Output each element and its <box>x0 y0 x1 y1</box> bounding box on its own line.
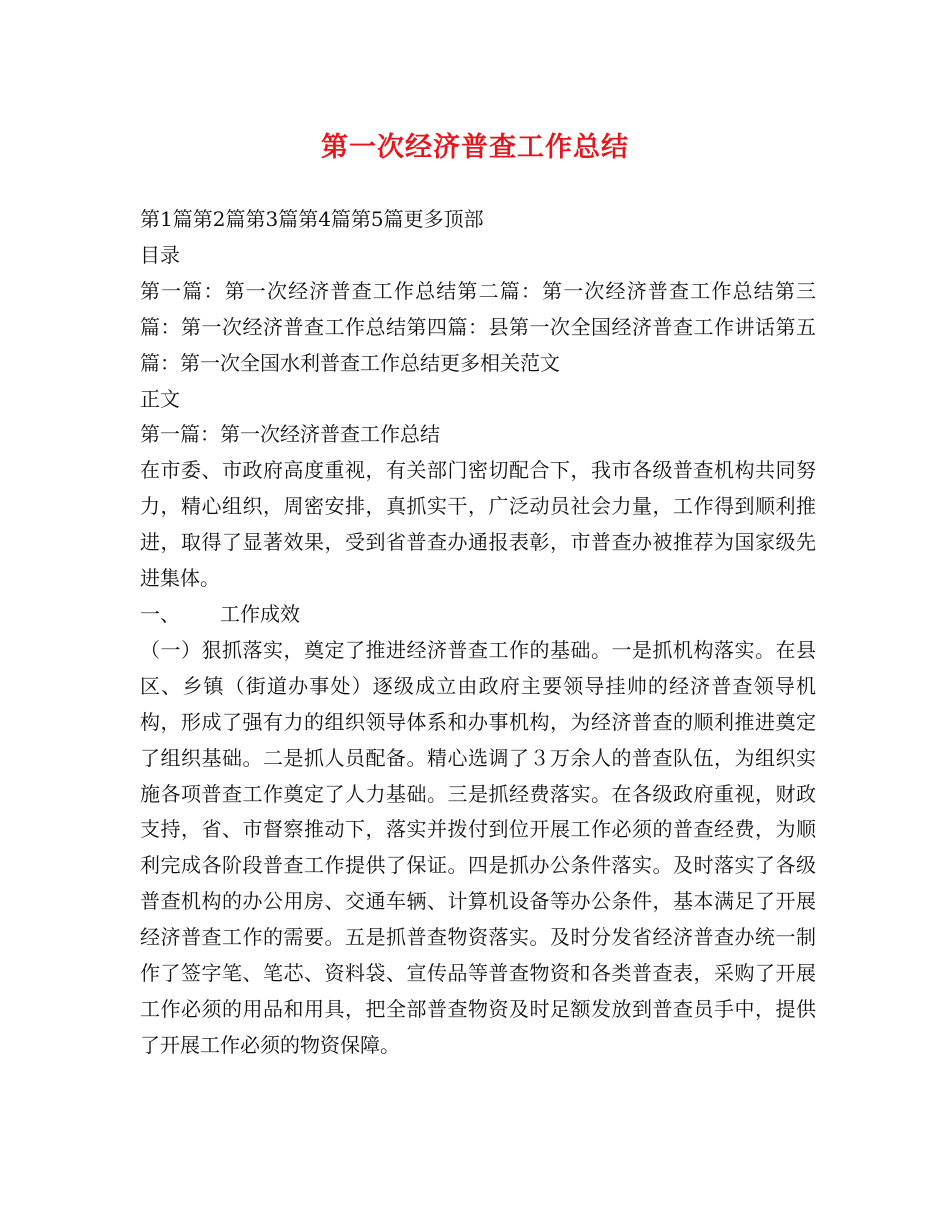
section-number: 一、 <box>140 601 180 626</box>
section-nav <box>140 202 816 238</box>
document-body <box>140 202 816 1064</box>
nav-link-part-3[interactable]: 第3篇 <box>245 207 299 231</box>
nav-link-part-5[interactable]: 第5篇 <box>350 207 404 231</box>
section-title: 工作成效 <box>220 601 300 626</box>
section-heading <box>140 597 816 633</box>
article-heading: 第一篇：第一次经济普查工作总结 <box>140 422 440 447</box>
intro-paragraph: 在市委、市政府高度重视，有关部门密切配合下，我市各级普查机构共同努力，精心组织，周密安排，真抓实干，广泛动员社会力量，工作得到顺利推进，取得了显著效果，受到省普查办通报表彰，市普查办被推荐为国家级先进集体。 <box>140 458 816 591</box>
toc-list[interactable]: 第一篇：第一次经济普查工作总结第二篇：第一次经济普查工作总结第三篇：第一次经济普查工作总结第四篇：县第一次全国经济普查工作讲话第五篇：第一次全国水利普查工作总结更多相关范文 <box>140 278 816 375</box>
nav-link-more[interactable]: 更多 <box>403 207 444 231</box>
body-heading: 正文 <box>140 386 180 411</box>
document-title: 第一次经济普查工作总结 <box>321 132 629 163</box>
nav-link-part-2[interactable]: 第2篇 <box>192 207 246 231</box>
toc-heading: 目录 <box>140 242 180 267</box>
nav-link-part-1[interactable]: 第1篇 <box>140 207 193 231</box>
paragraph-1: （一）狠抓落实，奠定了推进经济普查工作的基础。一是抓机构落实。在县区、乡镇（街道办事处）逐级成立由政府主要领导挂帅的经济普查领导机构，形成了强有力的组织领导体系和办事机构，为经济普查的顺利推进奠定了组织基础。二是抓人员配备。精心选调了３万余人的普查队伍，为组织实施各项普查工作奠定了人力基础。三是抓经费落实。在各级政府重视，财政支持，省、市督察推动下，落实并拨付到位开展工作必须的普查经费，为顺利完成各阶段普查工作提供了保证。四是抓办公条件落实。及时落实了各级普查机构的办公用房、交通车辆、计算机设备等办公条件，基本满足了开展经济普查工作的需要。五是抓普查物资落实。及时分发省经济普查办统一制作了签字笔、笔芯、资料袋、宣传品等普查物资和各类普查表，采购了开展工作必须的用品和用具，把全部普查物资及时足额发放到普查员手中，提供了开展工作必须的物资保障。 <box>140 637 816 1057</box>
nav-link-part-4[interactable]: 第4篇 <box>298 207 351 231</box>
nav-link-top[interactable]: 顶部 <box>443 207 484 231</box>
